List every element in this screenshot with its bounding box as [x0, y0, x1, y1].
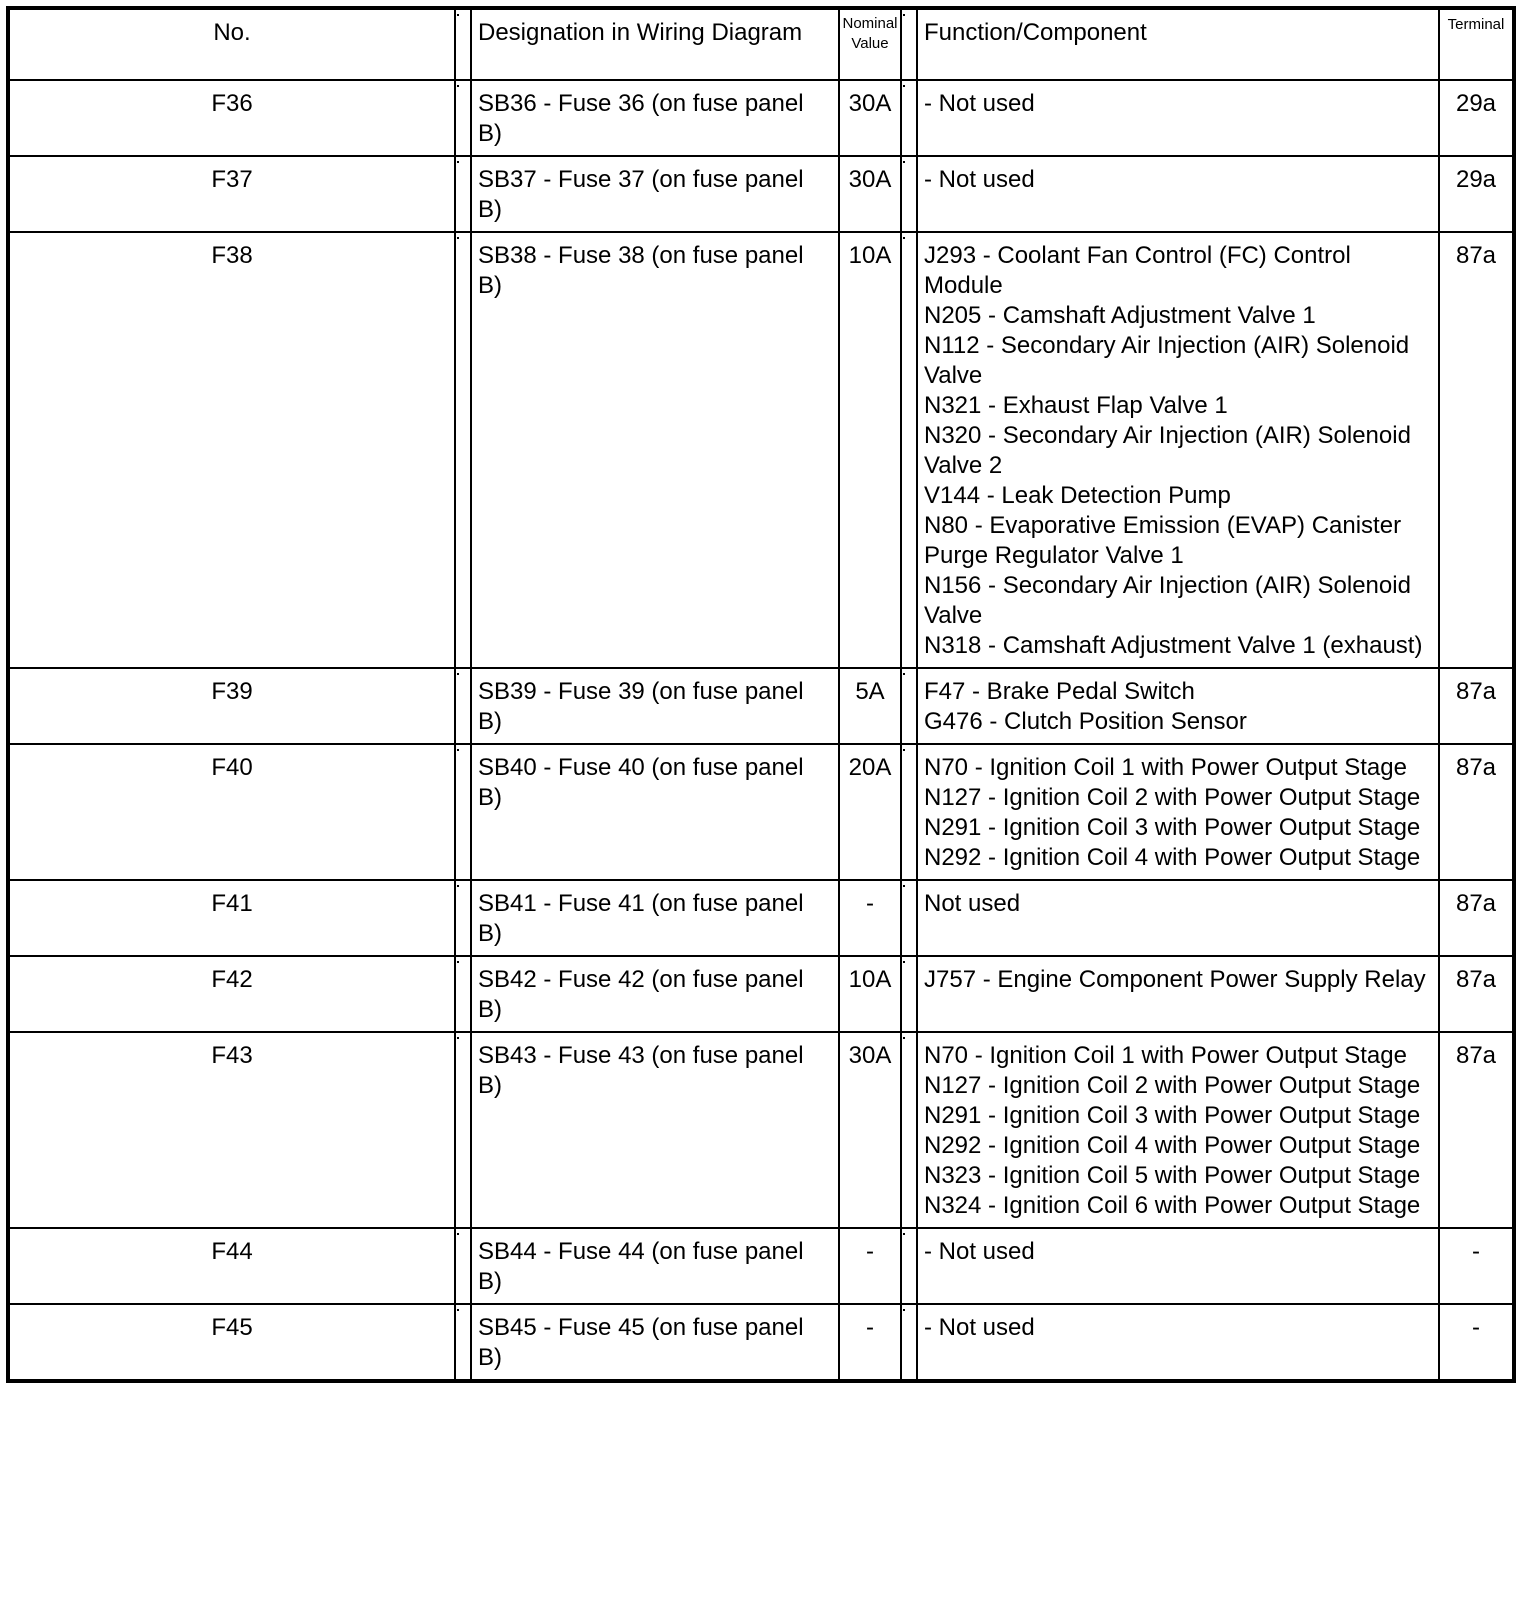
- function-item: N127 - Ignition Coil 2 with Power Output Stage: [924, 1072, 1421, 1099]
- function-item: N320 - Secondary Air Injection (AIR) Solenoid Valve 2: [924, 422, 1411, 479]
- function-item: N292 - Ignition Coil 4 with Power Output Stage: [924, 844, 1421, 871]
- function-item: J757 - Engine Component Power Supply Relay: [924, 966, 1426, 993]
- spacer-cell: [901, 8, 917, 80]
- table-header-row: [8, 8, 1514, 80]
- fuse-number: F43: [8, 1032, 455, 1228]
- terminal: 87a: [1439, 880, 1514, 956]
- header-no: No.: [8, 8, 455, 80]
- spacer-cell: [455, 744, 471, 880]
- nominal-value: 5A: [839, 668, 901, 744]
- terminal: 29a: [1439, 156, 1514, 232]
- nominal-value: 10A: [839, 232, 901, 668]
- terminal: 29a: [1439, 80, 1514, 156]
- header-nominal-value: Nominal Value: [839, 8, 901, 80]
- function-item: N70 - Ignition Coil 1 with Power Output Stage: [924, 754, 1407, 781]
- spacer-cell: [455, 80, 471, 156]
- function-list: [917, 1304, 1439, 1381]
- terminal: 87a: [1439, 232, 1514, 668]
- nominal-value: 30A: [839, 1032, 901, 1228]
- function-item: N318 - Camshaft Adjustment Valve 1 (exhaust): [924, 632, 1423, 659]
- spacer-cell: [901, 668, 917, 744]
- fuse-designation: SB40 - Fuse 40 (on fuse panel B): [471, 744, 839, 880]
- function-list: [917, 668, 1439, 744]
- terminal: 87a: [1439, 668, 1514, 744]
- table-row: [8, 80, 1514, 156]
- function-item: N112 - Secondary Air Injection (AIR) Solenoid Valve: [924, 332, 1410, 389]
- fuse-designation: SB38 - Fuse 38 (on fuse panel B): [471, 232, 839, 668]
- function-list: [917, 1228, 1439, 1304]
- fuse-designation: SB45 - Fuse 45 (on fuse panel B): [471, 1304, 839, 1381]
- fuse-number: F36: [8, 80, 455, 156]
- function-list: [917, 1032, 1439, 1228]
- spacer-cell: [901, 1228, 917, 1304]
- function-item: N205 - Camshaft Adjustment Valve 1: [924, 302, 1316, 329]
- spacer-cell: [455, 880, 471, 956]
- nominal-value: 20A: [839, 744, 901, 880]
- fuse-number: F44: [8, 1228, 455, 1304]
- function-item: N156 - Secondary Air Injection (AIR) Solenoid Valve: [924, 572, 1411, 629]
- function-list: [917, 744, 1439, 880]
- header-function: Function/Component: [917, 8, 1439, 80]
- terminal: 87a: [1439, 744, 1514, 880]
- spacer-cell: [455, 1304, 471, 1381]
- spacer-cell: [455, 232, 471, 668]
- fuse-designation: SB44 - Fuse 44 (on fuse panel B): [471, 1228, 839, 1304]
- function-list: [917, 156, 1439, 232]
- header-designation: Designation in Wiring Diagram: [471, 8, 839, 80]
- function-item: N292 - Ignition Coil 4 with Power Output Stage: [924, 1132, 1421, 1159]
- function-item: N291 - Ignition Coil 3 with Power Output Stage: [924, 814, 1421, 841]
- terminal: 87a: [1439, 956, 1514, 1032]
- table-row: [8, 1228, 1514, 1304]
- spacer-cell: [901, 880, 917, 956]
- function-item: - Not used: [924, 90, 1035, 117]
- function-item: - Not used: [924, 1238, 1035, 1265]
- nominal-value: -: [839, 880, 901, 956]
- spacer-cell: [455, 1032, 471, 1228]
- terminal: 87a: [1439, 1032, 1514, 1228]
- function-item: N127 - Ignition Coil 2 with Power Output Stage: [924, 784, 1421, 811]
- fuse-number: F38: [8, 232, 455, 668]
- table-row: [8, 668, 1514, 744]
- function-item: N70 - Ignition Coil 1 with Power Output Stage: [924, 1042, 1407, 1069]
- table-row: [8, 744, 1514, 880]
- spacer-cell: [455, 8, 471, 80]
- spacer-cell: [901, 744, 917, 880]
- spacer-cell: [455, 156, 471, 232]
- fuse-designation: SB36 - Fuse 36 (on fuse panel B): [471, 80, 839, 156]
- function-list: [917, 80, 1439, 156]
- table-row: [8, 156, 1514, 232]
- function-list: [917, 880, 1439, 956]
- fuse-designation: SB41 - Fuse 41 (on fuse panel B): [471, 880, 839, 956]
- header-terminal: Terminal: [1439, 8, 1514, 80]
- function-list: [917, 956, 1439, 1032]
- fuse-number: F37: [8, 156, 455, 232]
- function-item: V144 - Leak Detection Pump: [924, 482, 1231, 509]
- function-list: [917, 232, 1439, 668]
- spacer-cell: [455, 668, 471, 744]
- function-item: F47 - Brake Pedal Switch: [924, 678, 1195, 705]
- table-row: [8, 1304, 1514, 1381]
- function-item: N321 - Exhaust Flap Valve 1: [924, 392, 1228, 419]
- function-item: N323 - Ignition Coil 5 with Power Output Stage: [924, 1162, 1421, 1189]
- fuse-table: [6, 6, 1516, 1383]
- nominal-value: 30A: [839, 80, 901, 156]
- function-item: N80 - Evaporative Emission (EVAP) Canister Purge Regulator Valve 1: [924, 512, 1402, 569]
- spacer-cell: [455, 956, 471, 1032]
- function-item: J293 - Coolant Fan Control (FC) Control Module: [924, 242, 1351, 299]
- table-row: [8, 232, 1514, 668]
- fuse-designation: SB39 - Fuse 39 (on fuse panel B): [471, 668, 839, 744]
- fuse-table-body: [8, 80, 1514, 1381]
- fuse-number: F41: [8, 880, 455, 956]
- fuse-designation: SB37 - Fuse 37 (on fuse panel B): [471, 156, 839, 232]
- fuse-number: F42: [8, 956, 455, 1032]
- spacer-cell: [901, 1304, 917, 1381]
- function-item: N324 - Ignition Coil 6 with Power Output Stage: [924, 1192, 1421, 1219]
- table-row: [8, 956, 1514, 1032]
- fuse-designation: SB42 - Fuse 42 (on fuse panel B): [471, 956, 839, 1032]
- nominal-value: 30A: [839, 156, 901, 232]
- fuse-designation: SB43 - Fuse 43 (on fuse panel B): [471, 1032, 839, 1228]
- spacer-cell: [901, 156, 917, 232]
- spacer-cell: [901, 956, 917, 1032]
- terminal: -: [1439, 1304, 1514, 1381]
- function-item: - Not used: [924, 166, 1035, 193]
- nominal-value: -: [839, 1228, 901, 1304]
- nominal-value: -: [839, 1304, 901, 1381]
- spacer-cell: [901, 1032, 917, 1228]
- fuse-number: F45: [8, 1304, 455, 1381]
- table-row: [8, 1032, 1514, 1228]
- spacer-cell: [901, 232, 917, 668]
- spacer-cell: [901, 80, 917, 156]
- table-row: [8, 880, 1514, 956]
- nominal-value: 10A: [839, 956, 901, 1032]
- fuse-number: F39: [8, 668, 455, 744]
- fuse-number: F40: [8, 744, 455, 880]
- function-item: Not used: [924, 890, 1021, 917]
- spacer-cell: [455, 1228, 471, 1304]
- terminal: -: [1439, 1228, 1514, 1304]
- function-item: - Not used: [924, 1314, 1035, 1341]
- function-item: G476 - Clutch Position Sensor: [924, 708, 1247, 735]
- function-item: N291 - Ignition Coil 3 with Power Output Stage: [924, 1102, 1421, 1129]
